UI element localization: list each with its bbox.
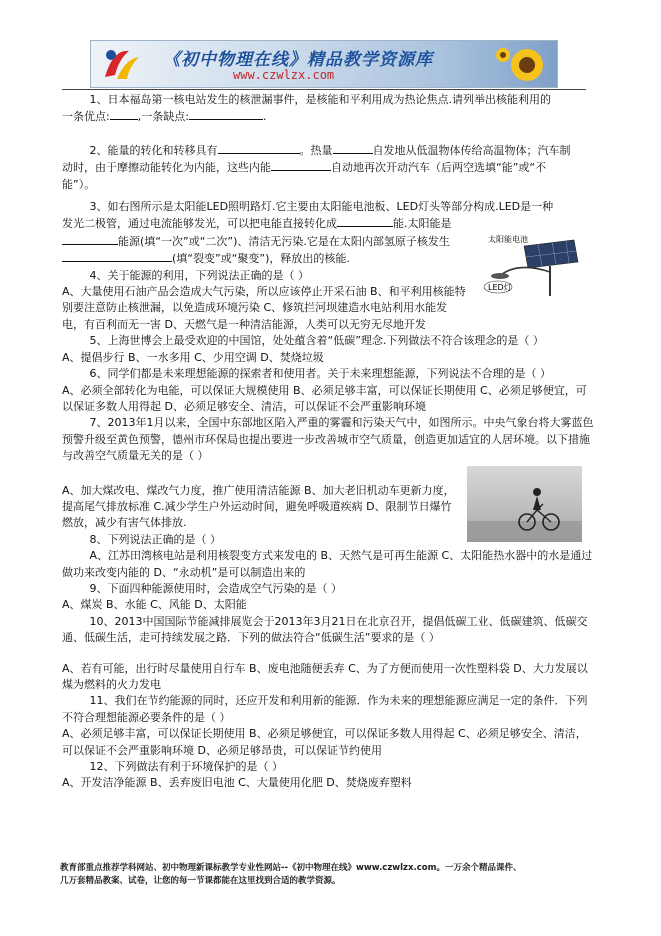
q3-line4 (62, 250, 467, 267)
q3-blank-2[interactable] (62, 233, 118, 245)
header-banner (90, 40, 558, 88)
question-10-stem: 10、2013中国国际节能减排展览会于2013年3月21日在北京召开，提倡低碳工业、低碳建筑、低碳交通、低碳生活，走可持续发展之路．下列的做法符合“低碳生活”要求的是（ ） (62, 614, 588, 645)
question-10-options: A、若有可能，出行时尽量使用自行车 B、废电池随便丢弃 C、为了方便而使用一次性塑料袋 D、大力发展以煤为燃料的火力发电 (62, 661, 588, 691)
q3-text-d: (填“裂变”或“聚变”)，释放出的核能. (172, 252, 350, 266)
question-7-stem: 7、2013年1月以来，全国中东部地区陷入严重的雾霾和污染天气中，如图所示。中央气象台将大雾蓝色预警升级至黄色预警，德州市环保局也提出要进一步改善城市空气质量，创造更加适宜的人居环境。以下措施与改善空气质量无关的是（ ） (62, 416, 594, 463)
header-rule (62, 89, 586, 90)
led-lamp-label: LED灯 (488, 283, 512, 292)
question-6-options: A、必须全部转化为电能，可以保证大规模使用 B、必须足够丰富，可以保证长期使用 C、必须足够便宜，可以保证多数人用得起 D、必须足够安全、清洁，可以保证不会严重影响环境 (62, 383, 587, 413)
q3-line1: 3、如右图所示是太阳能LED照明路灯.它主要由太阳能电池板、LED灯头等部分构成.LED是一种 (89, 200, 554, 214)
q1-label-disadvantage: ,一条缺点: (137, 110, 189, 124)
q3-text-b: 能.太阳能是 (393, 217, 452, 231)
q1-line1: 1、日本福岛第一核电站发生的核泄漏事件，是核能和平利用成为热论焦点.请列举出核能利用的 (89, 93, 551, 106)
q2-blank-2[interactable] (333, 142, 373, 154)
document-body (62, 92, 597, 792)
question-5-stem: 5、上海世博会上最受欢迎的中国馆，处处蕴含着“低碳”理念.下列做法不符合该理念的是（ ） (89, 334, 544, 348)
question-9-stem: 9、下面四种能源使用时，会造成空气污染的是（ ） (89, 581, 342, 595)
question-7-options: A、加大煤改电、煤改气力度，推广使用清洁能源 B、加大老旧机动车更新力度，提高尾气排放标准 C.减少学生户外运动时间，避免呼吸道疾病 D、限制节日爆竹燃放，减少有害气体排放. (62, 483, 455, 530)
q2-line3: 能”）。 (62, 177, 96, 191)
q2-text-a: 2、能量的转化和转移具有 (89, 143, 218, 157)
q1-line2 (62, 108, 597, 125)
sunflower-icon (493, 43, 553, 85)
question-3 (62, 199, 597, 215)
question-8-options: A、江苏田湾核电站是利用核裂变方式来发电的 B、天然气是可再生能源 C、太阳能热水器中的水是通过做功来改变内能的 D、“永动机”是可以制造出来的 (62, 549, 593, 579)
site-logo-icon (99, 45, 143, 83)
question-4-stem: 4、关于能源的利用，下列说法正确的是（ ） (89, 268, 309, 282)
question-1 (62, 92, 597, 108)
question-11-stem: 11、我们在节约能源的同时，还应开发和利用新的能源．作为未来的理想能源应满足一定的条件．下列不符合理想能源必要条件的是（ ） (62, 694, 588, 724)
q3-text-c: 能源(填“一次”或“二次”)、清洁无污染.它是在太阳内部氢原子核发生 (118, 234, 450, 248)
question-8-stem: 8、下列说法正确的是（ ） (89, 532, 221, 546)
question-2 (62, 142, 597, 159)
q2-line2 (62, 159, 597, 176)
question-9-options: A、煤炭 B、水能 C、风能 D、太阳能 (62, 598, 247, 612)
q2-text-b: 。热量 (299, 143, 333, 157)
q2-blank-1[interactable] (218, 142, 300, 154)
q3-line2 (62, 215, 467, 232)
footer-line-2: 几万套精品教案、试卷，让您的每一节课都能在这里找到合适的教学资源。 (60, 876, 341, 886)
q1-period: . (262, 110, 267, 124)
q3-line3 (62, 233, 467, 250)
q3-blank-3[interactable] (62, 250, 172, 262)
question-6-stem: 6、同学们都是未来理想能源的探索者和使用者。关于未来理想能源，下列说法不合理的是（ ） (89, 367, 551, 381)
banner-url[interactable]: www.czwlzx.com (233, 68, 335, 82)
solar-panel-label: 太阳能电池 (488, 235, 528, 244)
q3-blank-1[interactable] (337, 215, 393, 227)
banner-title: 《初中物理在线》精品教学资源库 (163, 50, 433, 70)
q2-text-d: 动时，由于摩擦动能转化为内能，这些内能 (62, 161, 271, 175)
q1-blank-advantage[interactable] (110, 108, 138, 120)
q2-blank-3[interactable] (271, 159, 331, 171)
q1-label-advantage: 一条优点: (62, 110, 110, 124)
q1-blank-disadvantage[interactable] (189, 108, 263, 120)
page-footer (60, 862, 605, 888)
question-4-options: A、大量使用石油产品会造成大气污染，所以应该停止开采石油 B、和平利用核能特别要注意防止核泄漏，以免造成环境污染 C、修筑拦河坝建造水电站利用水能发电，有百利而无一害 D、天燃气是一种清洁能源，人类可以无穷无尽地开发 (62, 285, 466, 331)
question-11-options: A、必须足够丰富，可以保证长期使用 B、必须足够便宜，可以保证多数人用得起 C、必须足够安全、清洁，可以保证不会严重影响环境 D、必须足够昂贵，可以保证节约使用 (62, 727, 587, 757)
q3-text-a: 发光二极管，通过电流能够发光，可以把电能直接转化成 (62, 217, 337, 231)
question-5-options: A、提倡步行 B、一水多用 C、少用空调 D、焚烧垃圾 (62, 350, 324, 364)
q2-text-e: 自动地再次开动汽车（后两空选填“能”或“不 (331, 161, 547, 175)
question-12-stem: 12、下列做法有利于环境保护的是（ ） (89, 760, 283, 774)
question-12-options: A、开发洁净能源 B、丢弃废旧电池 C、大量使用化肥 D、焚烧废弃塑料 (62, 776, 412, 790)
q2-text-c: 自发地从低温物体传给高温物体；汽车制 (372, 143, 571, 157)
footer-line-1: 教育部重点推荐学科网站、初中物理新课标教学专业性网站--《初中物理在线》www.czwlzx.com。一万余个精品课件、 (60, 863, 522, 873)
